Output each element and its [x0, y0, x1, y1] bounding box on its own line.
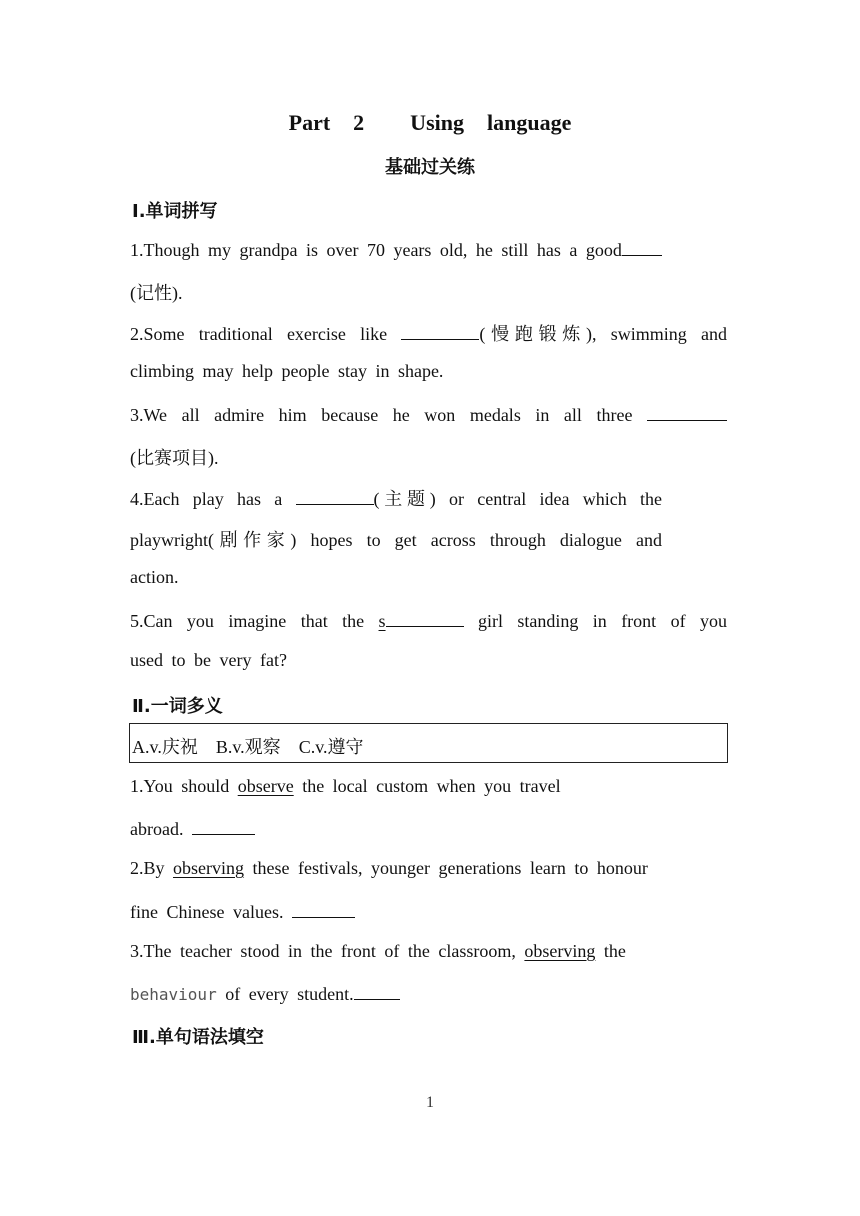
p2-q3-word-behaviour: behaviour: [130, 985, 217, 1004]
q1-line-1: [130, 238, 662, 261]
answer-blank[interactable]: [386, 609, 464, 627]
q3-line-1: [130, 403, 727, 426]
q4-line-3: action.: [130, 567, 179, 587]
p2-q1-text-post: the local custom when you travel: [293, 776, 561, 796]
q4-text-post: (主题) or central idea which the: [373, 489, 662, 509]
p2-q2-text-pre: 2.By: [130, 858, 174, 878]
options-box: [129, 723, 728, 763]
q4-line-1: [130, 485, 662, 511]
option-c: C.v.遵守: [298, 737, 364, 757]
q1-text: 1.Though my grandpa is over 70 years old, he still has a good: [130, 240, 622, 260]
q3-text: 3.We all admire him because he won medals in all three: [130, 405, 647, 425]
q5-line-1: [130, 609, 727, 632]
section-heading-grammar-fill: Ⅲ.单句语法填空: [132, 1027, 264, 1048]
page-subtitle: 基础过关练: [385, 157, 475, 178]
p2-q1-text-end: abroad.: [130, 819, 192, 839]
p2-q1-text-pre: 1.You should: [130, 776, 238, 796]
p2-q3-line-1: [130, 941, 626, 962]
option-a: A.v.庆祝: [132, 737, 198, 757]
q5-text-post: girl standing in front of you: [463, 611, 727, 631]
p2-q3-text-post: the: [595, 941, 626, 961]
answer-blank[interactable]: [296, 487, 374, 505]
p2-q1-keyword: observe: [237, 776, 294, 796]
p2-q2-text-post: these festivals, younger generations learn to honour: [244, 858, 648, 878]
answer-blank[interactable]: [622, 238, 662, 256]
q4-line-2: playwright(剧作家) hopes to get across through dialogue and: [130, 530, 662, 550]
answer-blank[interactable]: [354, 982, 400, 1000]
p2-q3-line-2: [130, 982, 400, 1005]
q1-line-2: (记性).: [130, 283, 183, 303]
q2-line-1: [130, 320, 727, 346]
p2-q1-line-1: [130, 776, 561, 797]
p2-q1-line-2: [130, 817, 255, 840]
p2-q2-text-end: fine Chinese values.: [130, 902, 292, 922]
answer-blank[interactable]: [401, 322, 479, 340]
p2-q2-line-1: [130, 858, 648, 879]
p2-q3-text-end: of every student.: [216, 984, 354, 1004]
page-number: 1: [426, 1094, 434, 1111]
section-heading-spelling: Ⅰ.单词拼写: [132, 201, 218, 222]
answer-blank[interactable]: [647, 403, 727, 421]
p2-q3-text-pre: 3.The teacher stood in the front of the classroom,: [130, 941, 525, 961]
p2-q3-keyword: observing: [524, 941, 596, 961]
q3-line-2: (比赛项目).: [130, 448, 219, 468]
answer-blank[interactable]: [292, 900, 355, 918]
q5-text-pre: 5.Can you imagine that the: [130, 611, 379, 631]
p2-q2-keyword: observing: [173, 858, 245, 878]
page-title: Part 2 Using language: [288, 110, 572, 135]
answer-blank[interactable]: [192, 817, 255, 835]
q4-text-pre: 4.Each play has a: [130, 489, 296, 509]
option-b: B.v.观察: [215, 737, 281, 757]
q5-first-letter: s: [378, 611, 386, 631]
q2-text-pre: 2.Some traditional exercise like: [130, 324, 402, 344]
p2-q2-line-2: [130, 900, 355, 923]
q5-line-2: used to be very fat?: [130, 650, 287, 670]
section-heading-polysemy: Ⅱ.一词多义: [132, 696, 223, 717]
q2-text-post: (慢跑锻炼), swimming and: [479, 324, 727, 344]
q2-line-2: climbing may help people stay in shape.: [130, 361, 444, 381]
